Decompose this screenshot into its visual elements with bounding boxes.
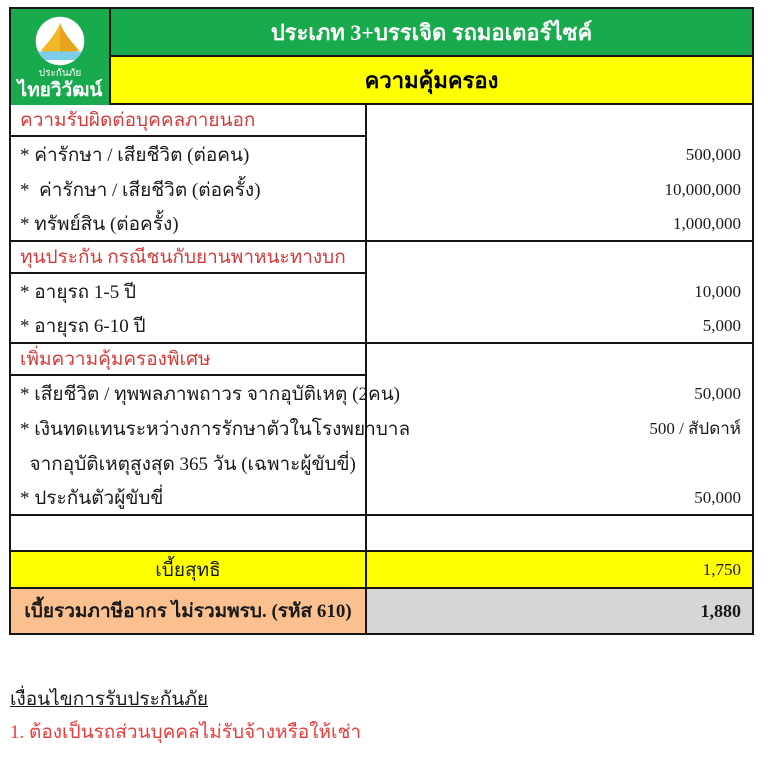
table-row <box>11 411 752 446</box>
coverage-table <box>9 7 754 635</box>
total-premium-value: 1,880 <box>367 589 752 633</box>
section-header-row <box>11 242 752 274</box>
plan-title: ประเภท 3+บรรเจิด รถมอเตอร์ไซค์ <box>111 9 752 57</box>
coverage-label: * เสียชีวิต / ทุพพลภาพถาวร จากอุบัติเหตุ (2คน) <box>11 376 367 411</box>
thaivivat-logo-icon <box>34 15 86 67</box>
section-header-sum-insured: ทุนประกัน กรณีชนกับยานพาหนะทางบก <box>11 242 367 274</box>
section-header-spacer <box>367 344 752 376</box>
coverage-value: 500 / สัปดาห์ <box>649 419 741 438</box>
coverage-value: 50,000 <box>694 487 741 507</box>
coverage-label: * อายุรถ 1-5 ปี <box>11 274 367 309</box>
coverage-label: * ค่ารักษา / เสียชีวิต (ต่อคน) <box>11 137 367 172</box>
table-row <box>11 309 752 344</box>
coverage-label: * ค่ารักษา / เสียชีวิต (ต่อครั้ง) <box>11 172 367 207</box>
coverage-value: 500,000 <box>685 144 741 164</box>
coverage-value <box>367 446 752 481</box>
coverage-value: 50,000 <box>694 383 741 403</box>
coverage-value: 5,000 <box>702 315 741 335</box>
section-header-row <box>11 344 752 376</box>
coverage-value: 10,000 <box>694 281 741 301</box>
section-header-extra-coverage: เพิ่มความคุ้มครองพิเศษ <box>11 344 367 376</box>
section-header-spacer <box>367 105 752 137</box>
coverage-label: * ทรัพย์สิน (ต่อครั้ง) <box>11 207 367 240</box>
brand-logo <box>11 9 111 105</box>
net-premium-value: 1,750 <box>367 552 752 587</box>
coverage-label-continuation: จากอุบัติเหตุสูงสุด 365 วัน (เฉพาะผู้ขับขี่) <box>11 446 367 481</box>
coverage-title: ความคุ้มครอง <box>111 57 752 105</box>
table-row <box>11 207 752 242</box>
table-row <box>11 137 752 172</box>
total-premium-row <box>11 589 752 633</box>
table-row <box>11 376 752 411</box>
table-row <box>11 481 752 516</box>
coverage-value: 1,000,000 <box>673 213 741 233</box>
coverage-label: * เงินทดแทนระหว่างการรักษาตัวในโรงพยาบาล <box>11 411 367 446</box>
table-row <box>11 274 752 309</box>
total-premium-label: เบี้ยรวมภาษีอากร ไม่รวมพรบ. (รหัส 610) <box>11 589 367 633</box>
coverage-label: * อายุรถ 6-10 ปี <box>11 309 367 342</box>
table-row <box>11 446 752 481</box>
empty-cell <box>11 516 367 550</box>
empty-cell <box>367 516 752 550</box>
table-header <box>11 9 752 105</box>
condition-note-1: 1. ต้องเป็นรถส่วนบุคคลไม่รับจ้างหรือให้เช่า <box>10 722 362 743</box>
empty-row <box>11 516 752 552</box>
brand-name: ไทยวิวัฒน์ <box>17 80 103 101</box>
net-premium-row <box>11 552 752 589</box>
section-header-liability: ความรับผิดต่อบุคคลภายนอก <box>11 105 367 137</box>
brand-name-small: ประกันภัย <box>38 68 82 79</box>
section-header-row <box>11 105 752 137</box>
coverage-label: * ประกันตัวผู้ขับขี่ <box>11 481 367 514</box>
table-row <box>11 172 752 207</box>
conditions-title: เงื่อนไขการรับประกันภัย <box>10 689 208 710</box>
section-header-spacer <box>367 242 752 274</box>
coverage-value: 10,000,000 <box>664 179 741 199</box>
net-premium-label: เบี้ยสุทธิ <box>11 552 367 587</box>
